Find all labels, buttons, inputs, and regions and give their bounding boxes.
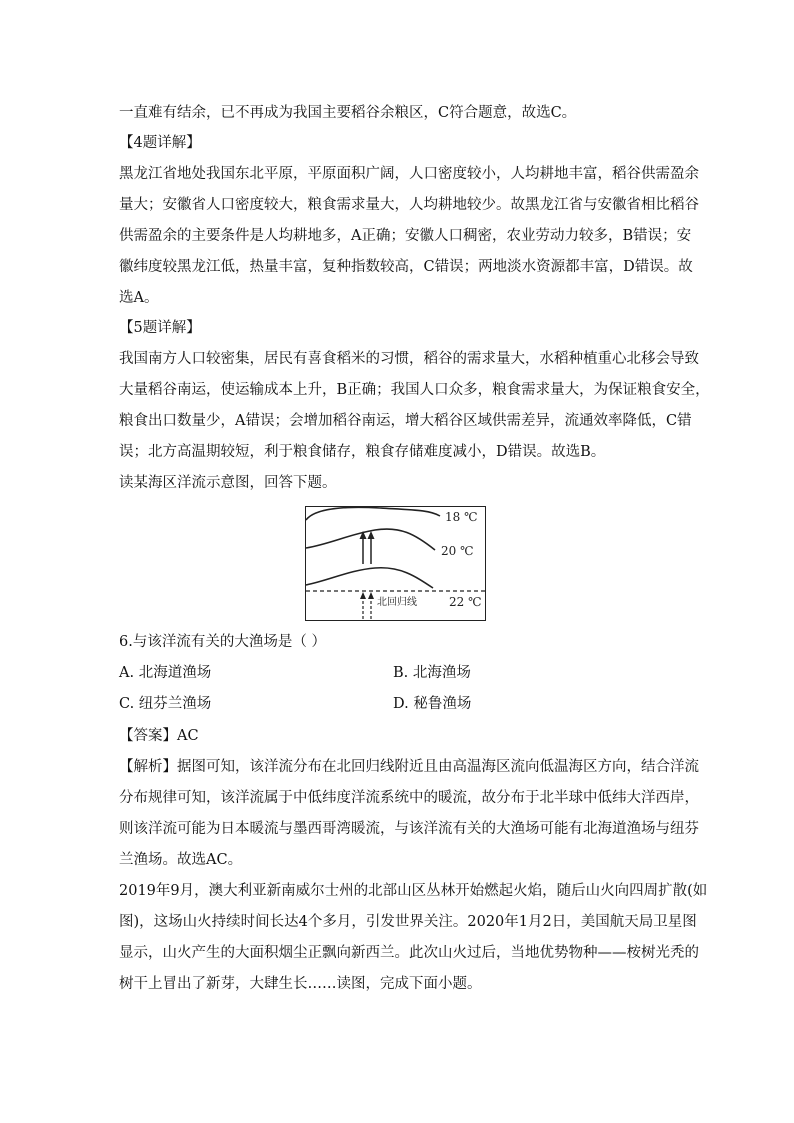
paragraph-line: 我国南方人口较密集，居民有喜食稻米的习惯，稻谷的需求量大，水稻种植重心北移会导致 [119, 351, 699, 367]
label-18: 18 ℃ [445, 510, 478, 524]
passage-line: 图)，这场山火持续时间长达4个多月，引发世界关注。2020年1月2日，美国航天局卫星图 [119, 914, 697, 930]
paragraph-line: 选A。 [119, 290, 159, 306]
paragraph-line: 黑龙江省地处我国东北平原，平原面积广阔，人口密度较小，人均耕地丰富，稻谷供需盈余 [119, 166, 699, 182]
figure-intro: 读某海区洋流示意图，回答下题。 [119, 475, 337, 491]
question-stem: 6.与该洋流有关的大渔场是（ ） [119, 634, 326, 650]
section-heading-q4: 【4题详解】 [119, 135, 201, 151]
answer: 【答案】AC [119, 728, 199, 744]
passage-line: 树干上冒出了新芽，大肆生长……读图，完成下面小题。 [119, 976, 482, 992]
label-20: 20 ℃ [441, 544, 474, 558]
paragraph-line: 徽纬度较黑龙江低，热量丰富，复种指数较高，C错误；两地淡水资源都丰富，D错误。故 [119, 259, 693, 275]
paragraph-line: 供需盈余的主要条件是人均耕地多，A正确；安徽人口稠密，农业劳动力较多，B错误；安 [119, 228, 692, 244]
passage-line: 显示，山火产生的大面积烟尘正飘向新西兰。此次山火过后，当地优势物种——桉树光秃的 [119, 945, 699, 961]
passage-line: 2019年9月，澳大利亚新南威尔士州的北部山区丛林开始燃起火焰，随后山火向四周扩散(如 [119, 883, 708, 899]
paragraph-line: 大量稻谷南运，使运输成本上升，B正确；我国人口众多，粮食需求量大，为保证粮食安全， [119, 382, 710, 398]
paragraph-line: 粮食出口数量少，A错误；会增加稻谷南运，增大稻谷区域供需差异，流通效率降低，C错 [119, 413, 692, 429]
label-22: 22 ℃ [449, 595, 482, 609]
section-heading-q5: 【5题详解】 [119, 320, 201, 336]
analysis-line: 【解析】据图可知，该洋流分布在北回归线附近且由高温海区流向低温海区方向，结合洋流 [119, 759, 699, 775]
option-a: A. 北海道渔场 [119, 665, 212, 681]
analysis-line: 则该洋流可能为日本暖流与墨西哥湾暖流，与该洋流有关的大渔场可能有北海道渔场与纽芬 [119, 821, 699, 837]
tropic-label: 北回归线 [377, 597, 417, 608]
option-b: B. 北海渔场 [393, 665, 471, 681]
ocean-current-figure [305, 506, 486, 621]
analysis-line: 分布规律可知，该洋流属于中低纬度洋流系统中的暖流，故分布于北半球中低纬大洋西岸， [119, 790, 699, 806]
paragraph-line: 误；北方高温期较短，利于粮食储存，粮食存储难度减小，D错误。故选B。 [119, 444, 606, 460]
paragraph-line: 量大；安徽省人口密度较大，粮食需求量大，人均耕地较少。故黑龙江省与安徽省相比稻谷 [119, 197, 699, 213]
option-d: D. 秘鲁渔场 [393, 696, 472, 712]
option-c: C. 纽芬兰渔场 [119, 696, 212, 712]
paragraph-line: 一直难有结余，已不再成为我国主要稻谷余粮区，C符合题意，故选C。 [119, 105, 577, 121]
analysis-line: 兰渔场。故选AC。 [119, 852, 243, 868]
